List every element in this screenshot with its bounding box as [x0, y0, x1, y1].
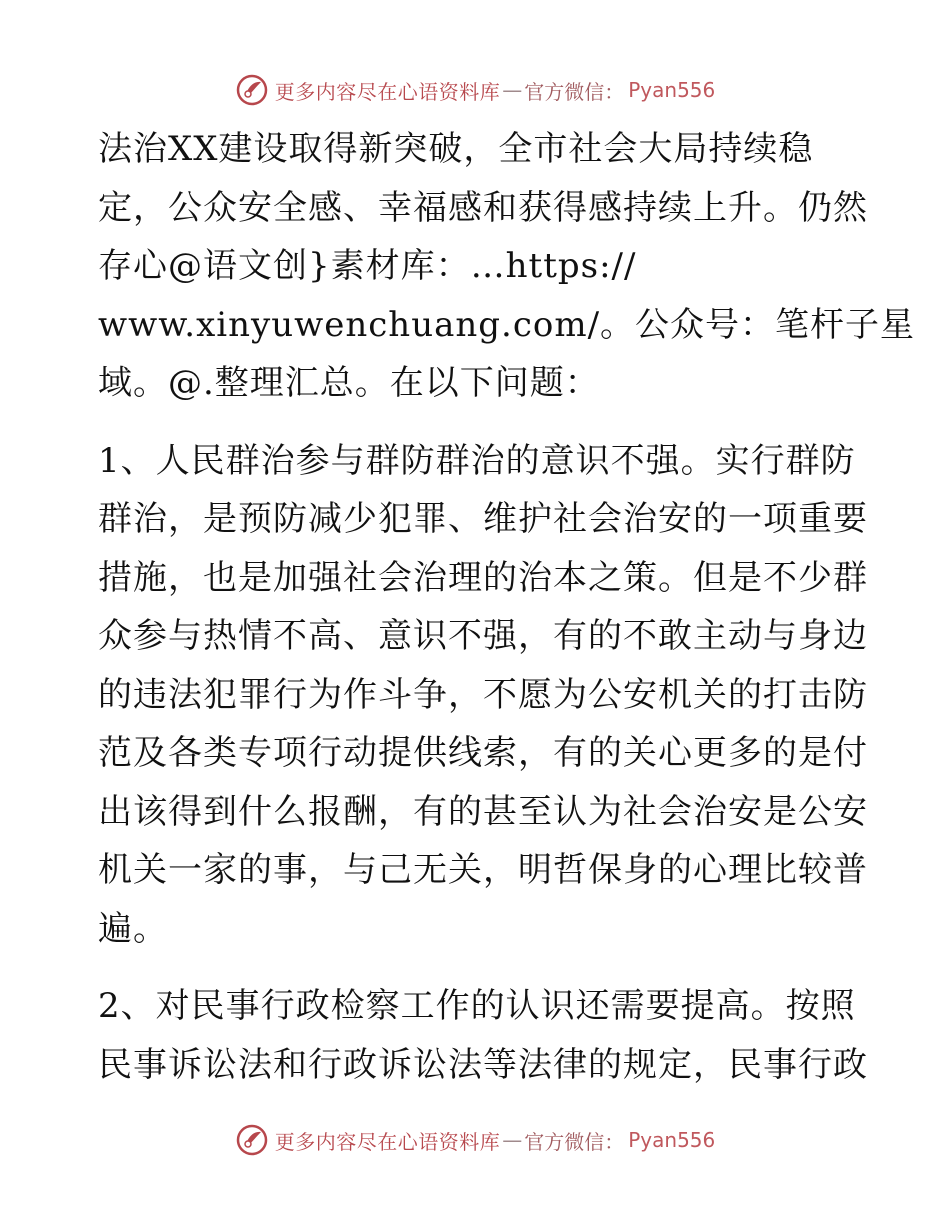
- footer-wechat-id: Pyan556: [628, 1128, 716, 1152]
- paragraph-item-2: [98, 977, 868, 1094]
- text-line: 的违法犯罪行为作斗争，不愿为公安机关的打击防: [98, 674, 868, 715]
- header-brand-text: 更多内容尽在心语资料库: [274, 79, 501, 104]
- text-line: 民事诉讼法和行政诉讼法等法律的规定，民事行政: [98, 1044, 868, 1085]
- footer-brand-text: 更多内容尽在心语资料库: [274, 1129, 501, 1154]
- header-wechat-label: 官方微信：: [524, 79, 625, 104]
- text-line: 定，公众安全感、幸福感和获得感持续上升。仍然: [98, 187, 868, 228]
- footer-wechat-label: 官方微信：: [524, 1129, 625, 1154]
- text-line: 范及各类专项行动提供线索，有的关心更多的是付: [98, 733, 868, 773]
- brand-logo-icon: [235, 1123, 269, 1157]
- document-body: [98, 120, 916, 1094]
- text-line: 1、人民群治参与群防群治的意识不强。实行群防: [98, 440, 856, 481]
- header-separator: —: [502, 78, 523, 102]
- text-line: 存心@语文创}素材库：…https://: [98, 246, 637, 286]
- text-line: 遍。: [98, 908, 168, 949]
- text-line: 群治，是预防减少犯罪、维护社会治安的一项重要: [98, 499, 868, 539]
- footer-separator: —: [502, 1128, 523, 1152]
- text-line: 2、对民事行政检察工作的认识还需要提高。按照: [98, 986, 856, 1026]
- header-banner: [0, 70, 950, 110]
- footer-banner: [0, 1120, 950, 1160]
- text-line: 域。@.整理汇总。在以下问题：: [98, 363, 600, 403]
- brand-logo-icon: [235, 73, 269, 107]
- text-line: 众参与热情不高、意识不强，有的不敢主动与身边: [98, 616, 868, 656]
- text-line: 法治XX建设取得新突破，全市社会大局持续稳: [98, 129, 814, 169]
- header-wechat-id: Pyan556: [628, 78, 716, 102]
- text-line: 措施，也是加强社会治理的治本之策。但是不少群: [98, 557, 868, 598]
- paragraph-item-1: [98, 432, 868, 959]
- text-line: 出该得到什么报酬，有的甚至认为社会治安是公安: [98, 791, 868, 832]
- text-line: www.xinyuwenchuang.com/。公众号：笔杆子星: [98, 304, 916, 345]
- paragraph-intro: [98, 120, 916, 413]
- text-line: 机关一家的事，与己无关，明哲保身的心理比较普: [98, 850, 868, 890]
